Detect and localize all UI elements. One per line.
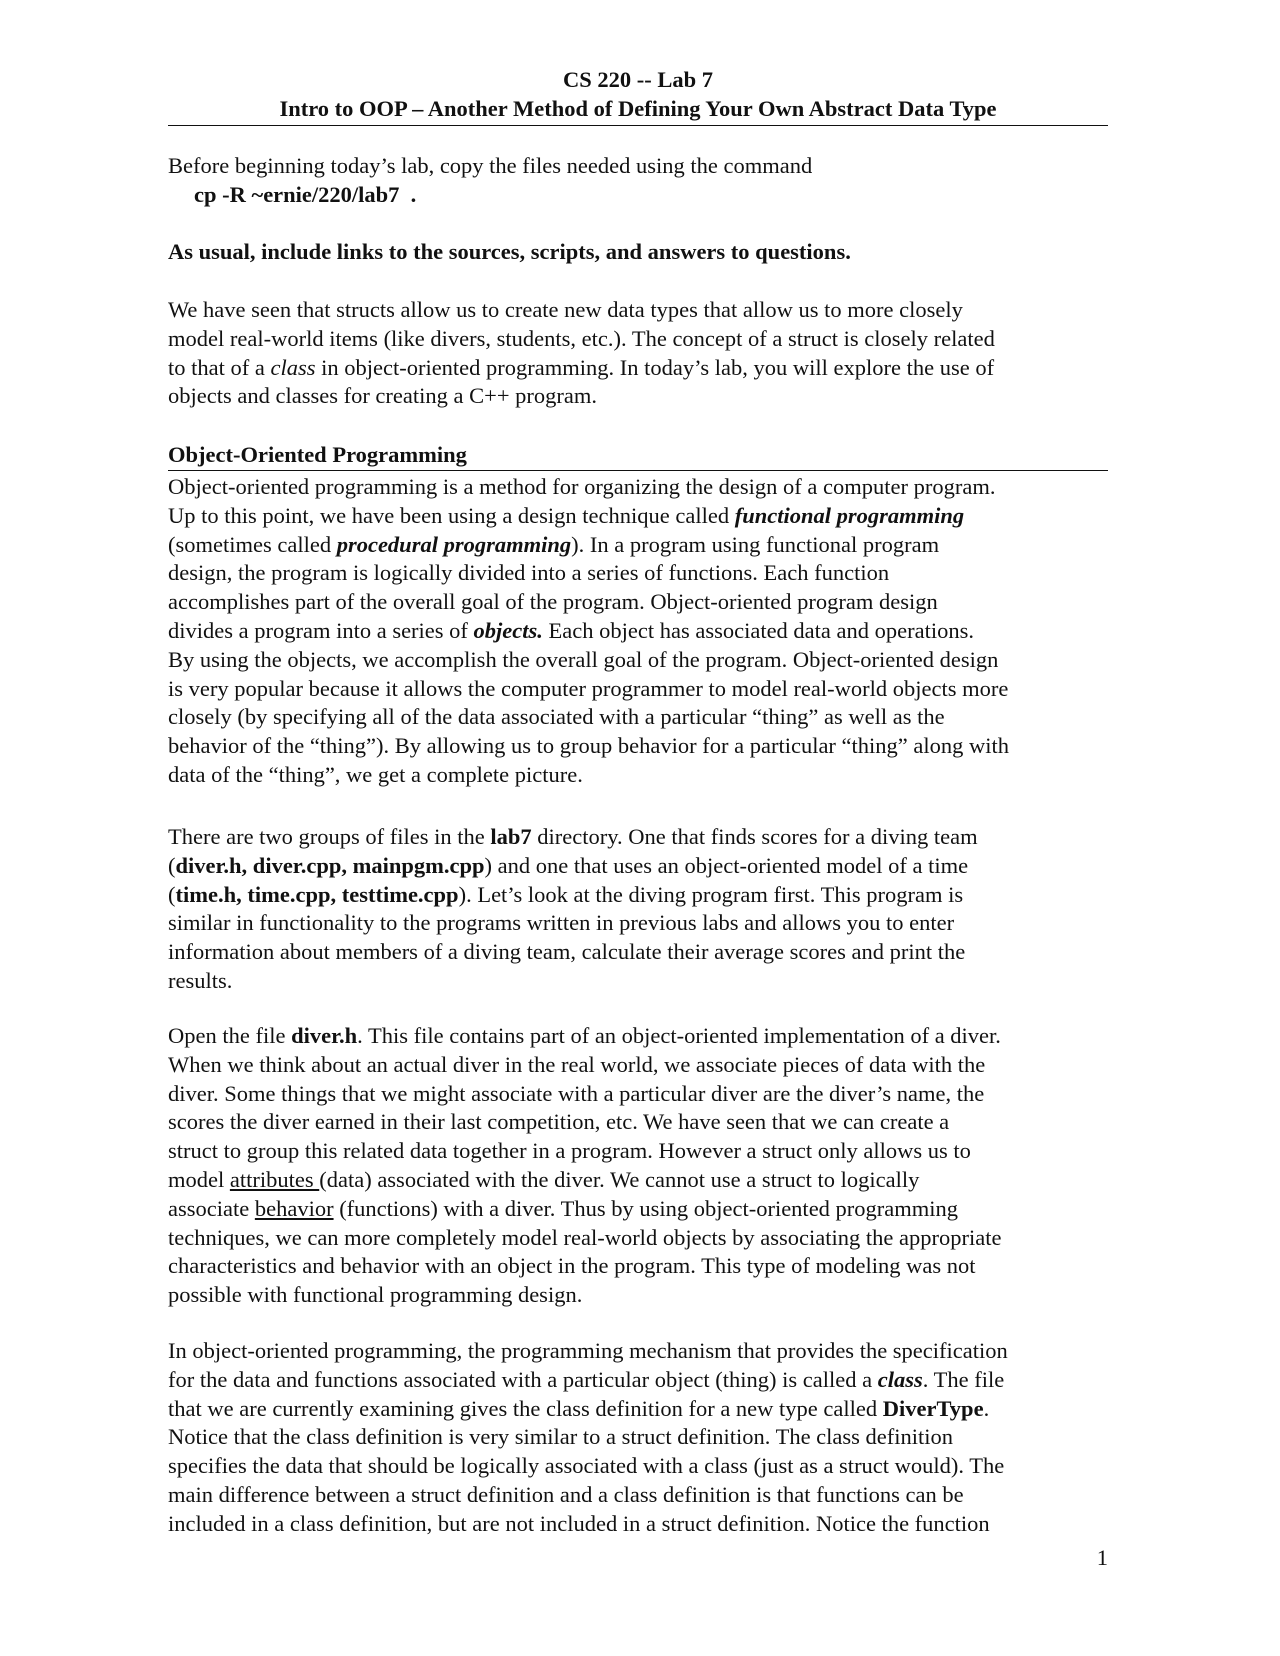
paragraph-line: struct to group this related data together in a program. However a struct only allows us to — [168, 1138, 971, 1164]
section-divider — [168, 470, 1108, 471]
paragraph-line: When we think about an actual diver in the real world, we associate pieces of data with the — [168, 1051, 986, 1077]
paragraph-diver-h — [168, 1022, 1108, 1310]
paragraph-line — [168, 1166, 1108, 1195]
emphasis-functional-programming: functional programming — [734, 502, 965, 528]
lab-title: CS 220 -- Lab 7 — [562, 67, 714, 92]
intro-block — [168, 152, 1108, 210]
section-oop — [168, 441, 1108, 471]
paragraph-line — [168, 1195, 1108, 1224]
text-run: divides a program into a series of — [168, 617, 474, 643]
lab-subtitle: Intro to OOP – Another Method of Defining Your Own Abstract Data Type — [279, 95, 997, 121]
diver-file-list: diver.h, diver.cpp, mainpgm.cpp — [175, 852, 485, 878]
document-header — [168, 66, 1108, 124]
text-run: ) and one that uses an object-oriented model of a time — [484, 852, 969, 878]
text-run: (functions) with a diver. Thus by using object-oriented programming — [333, 1195, 959, 1221]
text-run: There are two groups of files in the — [168, 824, 491, 849]
paragraph-line: possible with functional programming design. — [168, 1282, 583, 1308]
text-run: . — [983, 1395, 990, 1421]
paragraph-line: included in a class definition, but are not included in a struct definition. Notice the function — [168, 1510, 990, 1536]
text-run: . The file — [922, 1366, 1005, 1392]
paragraph-line: is very popular because it allows the computer programmer to model real-world objects more — [168, 675, 1009, 701]
paragraph-line: model real-world items (like divers, students, etc.). The concept of a struct is closely related — [168, 325, 995, 351]
text-run: that we are currently examining gives the class definition for a new type called — [168, 1395, 883, 1421]
text-run: associate — [168, 1195, 255, 1221]
paragraph-line: Object-oriented programming is a method for organizing the design of a computer program. — [168, 474, 996, 499]
paragraph-line — [168, 1022, 1108, 1051]
paragraph-line — [168, 617, 1108, 646]
section-title: Object-Oriented Programming — [168, 442, 467, 467]
text-run: (data) associated with the diver. We cannot use a struct to logically — [319, 1166, 920, 1192]
underline-attributes: attributes — [229, 1166, 320, 1192]
underline-behavior: behavior — [254, 1195, 334, 1221]
emphasis-objects: objects. — [473, 617, 543, 643]
text-run: ). Let’s look at the diving program first. This program is — [458, 881, 964, 907]
paragraph-line: objects and classes for creating a C++ program. — [168, 383, 597, 409]
emphasis-procedural-programming: procedural programming — [336, 531, 572, 557]
paragraph-line: characteristics and behavior with an object in the program. This type of modeling was not — [168, 1253, 976, 1279]
page-number: 1 — [1096, 1545, 1108, 1570]
header-divider — [168, 125, 1108, 126]
text-run: directory. One that finds scores for a diving team — [531, 824, 978, 849]
paragraph-line: information about members of a diving team, calculate their average scores and print the — [168, 939, 966, 965]
paragraph-line: diver. Some things that we might associate with a particular diver are the diver’s name, the — [168, 1080, 985, 1106]
paragraph-line: specifies the data that should be logically associated with a class (just as a struct would). The — [168, 1453, 1005, 1479]
paragraph-line: By using the objects, we accomplish the overall goal of the program. Object-oriented design — [168, 646, 999, 672]
text-run: (sometimes called — [168, 531, 337, 557]
text-run: . This file contains part of an object-oriented implementation of a diver. — [357, 1023, 1001, 1048]
time-file-list: time.h, time.cpp, testtime.cpp — [175, 881, 459, 907]
paragraph-line: Notice that the class definition is very similar to a struct definition. The class definition — [168, 1424, 954, 1450]
text-run: to that of a — [168, 354, 271, 380]
paragraph-line: We have seen that structs allow us to create new data types that allow us to more closely — [168, 297, 963, 322]
paragraph-line: design, the program is logically divided into a series of functions. Each function — [168, 560, 890, 586]
paragraph-line: similar in functionality to the programs written in previous labs and allows you to enter — [168, 910, 955, 936]
file-name: diver.h — [291, 1023, 358, 1048]
paragraph-line — [168, 1395, 1108, 1424]
paragraph-line: closely (by specifying all of the data associated with a particular “thing” as well as the — [168, 704, 945, 730]
paragraph-oop — [168, 473, 1108, 790]
paragraph-line — [168, 1366, 1108, 1395]
paragraph-line: techniques, we can more completely model real-world objects by associating the appropriate — [168, 1224, 1002, 1250]
text-run: for the data and functions associated with a particular object (thing) is called a — [168, 1366, 878, 1392]
paragraph-line: data of the “thing”, we get a complete picture. — [168, 761, 583, 787]
text-run: ( — [168, 881, 176, 907]
paragraph-structs — [168, 296, 1108, 411]
paragraph-class — [168, 1337, 1108, 1539]
usual-note: As usual, include links to the sources, scripts, and answers to questions. — [168, 239, 851, 264]
emphasis-class: class — [270, 354, 316, 380]
usual-note-block — [168, 238, 1108, 267]
paragraph-line — [168, 354, 1108, 383]
paragraph-line — [168, 881, 1108, 910]
paragraph-line: In object-oriented programming, the programming mechanism that provides the specification — [168, 1338, 1008, 1363]
paragraph-line — [168, 823, 1108, 852]
directory-name: lab7 — [490, 824, 532, 849]
copy-instruction: Before beginning today’s lab, copy the files needed using the command — [168, 153, 813, 178]
text-run: ( — [168, 852, 176, 878]
text-run: Each object has associated data and operations. — [542, 617, 974, 643]
text-run: Open the file — [168, 1023, 292, 1048]
text-run: model — [168, 1166, 230, 1192]
paragraph-line: results. — [168, 967, 233, 993]
paragraph-line — [168, 852, 1108, 881]
text-run: in object-oriented programming. In today’s lab, you will explore the use of — [315, 354, 995, 380]
paragraph-line: scores the diver earned in their last competition, etc. We have seen that we can create a — [168, 1109, 950, 1135]
type-name: DiverType — [882, 1395, 984, 1421]
paragraph-line: accomplishes part of the overall goal of the program. Object-oriented program design — [168, 589, 938, 615]
copy-command: cp -R ~ernie/220/lab7 . — [194, 181, 417, 207]
text-run: Up to this point, we have been using a design technique called — [168, 502, 735, 528]
paragraph-line: behavior of the “thing”). By allowing us to group behavior for a particular “thing” along with — [168, 733, 1010, 759]
paragraph-line — [168, 531, 1108, 560]
emphasis-class-term: class — [877, 1366, 923, 1392]
paragraph-line: main difference between a struct definition and a class definition is that functions can be — [168, 1481, 964, 1507]
paragraph-line — [168, 502, 1108, 531]
text-run: ). In a program using functional program — [571, 531, 940, 557]
paragraph-files — [168, 823, 1108, 996]
